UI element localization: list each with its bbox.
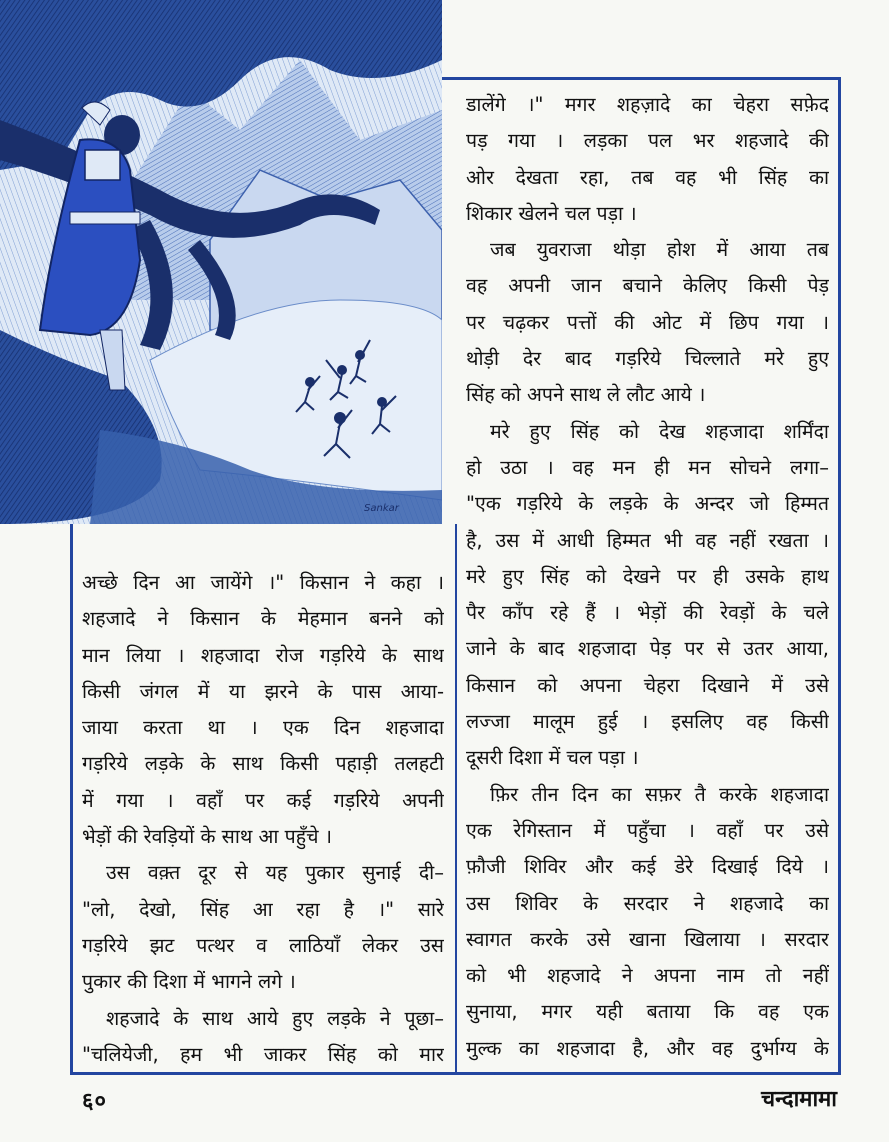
text-line: दूसरी दिशा में चल पड़ा ।	[466, 746, 639, 770]
text-line: अच्छे दिन आ जायेंगे ।" किसान ने कहा ।	[82, 571, 444, 594]
text-line: मुल्क का शहजादा है, और वह दुर्भाग्य के	[466, 1036, 829, 1060]
text-line: सिंह को अपने साथ ले लौट आये ।	[466, 383, 706, 407]
rule-gutter	[455, 524, 457, 1072]
text-line: गड़रिये लड़के के साथ किसी पहाड़ी तलहटी	[82, 752, 444, 776]
text-line: "एक गड़रिये के लड़के के अन्दर जो हिम्मत	[466, 492, 829, 516]
text-line: फ़ौजी शिविर और कई डेरे दिखाई दिये ।	[466, 855, 829, 879]
text-line: हो उठा । वह मन ही मन सोचने लगा–	[466, 455, 829, 479]
text-line: जाने के बाद शहजादा पेड़ पर से उतर आया,	[466, 637, 829, 661]
text-line: मरे हुए सिंह को देख शहजादा शर्मिंदा	[490, 419, 829, 443]
text-line: फ़िर तीन दिन का सफ़र तै करके शहजादा	[490, 782, 829, 806]
text-line: लज्जा मालूम हुई । इसलिए वह किसी	[466, 710, 829, 734]
text-line: किसी जंगल में या झरने के पास आया-	[82, 679, 444, 703]
text-line: सुनाया, मगर यही बताया कि वह एक	[466, 1000, 829, 1024]
text-line: शहजादे ने किसान के मेहमान बनने को	[82, 607, 444, 631]
text-line: थोड़ी देर बाद गड़रिये चिल्लाते मरे हुए	[466, 347, 829, 371]
text-line: उस शिविर के सरदार ने शहजादे का	[466, 891, 829, 915]
artist-signature: Sankar	[364, 503, 399, 514]
text-line: मान लिया । शहजादा रोज गड़रिये के साथ	[82, 643, 444, 667]
rule-right	[838, 77, 841, 1075]
page-number: ६०	[82, 1089, 107, 1114]
text-line: जाया करता था । एक दिन शहजादा	[82, 716, 444, 740]
text-line: शिकार खेलने चल पड़ा ।	[466, 201, 637, 225]
text-line: पर चढ़कर पत्तों की ओट में छिप गया ।	[466, 310, 829, 334]
text-line: किसान को अपना चेहरा दिखाने में उसे	[466, 673, 829, 697]
text-line: ओर देखता रहा, तब वह भी सिंह का	[466, 165, 829, 189]
text-line: जब युवराजा थोड़ा होश में आया तब	[490, 238, 829, 262]
text-line: में गया । वहाँ पर कई गड़रिये अपनी	[82, 788, 444, 812]
text-line: उस वक़्त दूर से यह पुकार सुनाई दी–	[106, 861, 444, 885]
text-line: "लो, देखो, सिंह आ रहा है ।" सारे	[82, 897, 444, 921]
rule-left	[70, 524, 73, 1075]
text-line: एक रेगिस्तान में पहुँचा । वहाँ पर उसे	[466, 818, 829, 842]
story-illustration	[0, 0, 442, 524]
rule-top-right	[442, 77, 840, 80]
article-column-right	[466, 87, 829, 1067]
text-line: को भी शहजादे ने अपना नाम तो नहीं	[466, 964, 829, 988]
text-line: स्वागत करके उसे खाना खिलाया । सरदार	[466, 927, 829, 951]
text-line: मरे हुए सिंह को देखने पर ही उसके हाथ	[466, 564, 829, 588]
text-line: पुकार की दिशा में भागने लगे ।	[82, 970, 296, 994]
text-line: पैर काँप रहे हैं । भेड़ों की रेवड़ों के चले	[466, 601, 829, 625]
text-line: डालेंगे ।" मगर शहज़ादे का चेहरा सफ़ेद	[466, 93, 829, 116]
text-line: भेड़ों की रेवड़ियों के साथ आ पहुँचे ।	[82, 825, 333, 849]
text-line: शहजादे के साथ आये हुए लड़के ने पूछा–	[106, 1006, 444, 1030]
text-line: पड़ गया । लड़का पल भर शहजादे की	[466, 129, 829, 153]
illustration-artwork	[0, 0, 442, 524]
magazine-name: चन्दामामा	[761, 1087, 837, 1112]
text-line: गड़रिये झट पत्थर व लाठियाँ लेकर उस	[82, 933, 444, 957]
text-line: वह अपनी जान बचाने केलिए किसी पेड़	[466, 274, 829, 298]
article-column-left	[82, 565, 444, 1073]
text-line: है, उस में आधी हिम्मत भी वह नहीं रखता ।	[466, 528, 829, 552]
text-line: "चलियेजी, हम भी जाकर सिंह को मार	[82, 1042, 444, 1066]
